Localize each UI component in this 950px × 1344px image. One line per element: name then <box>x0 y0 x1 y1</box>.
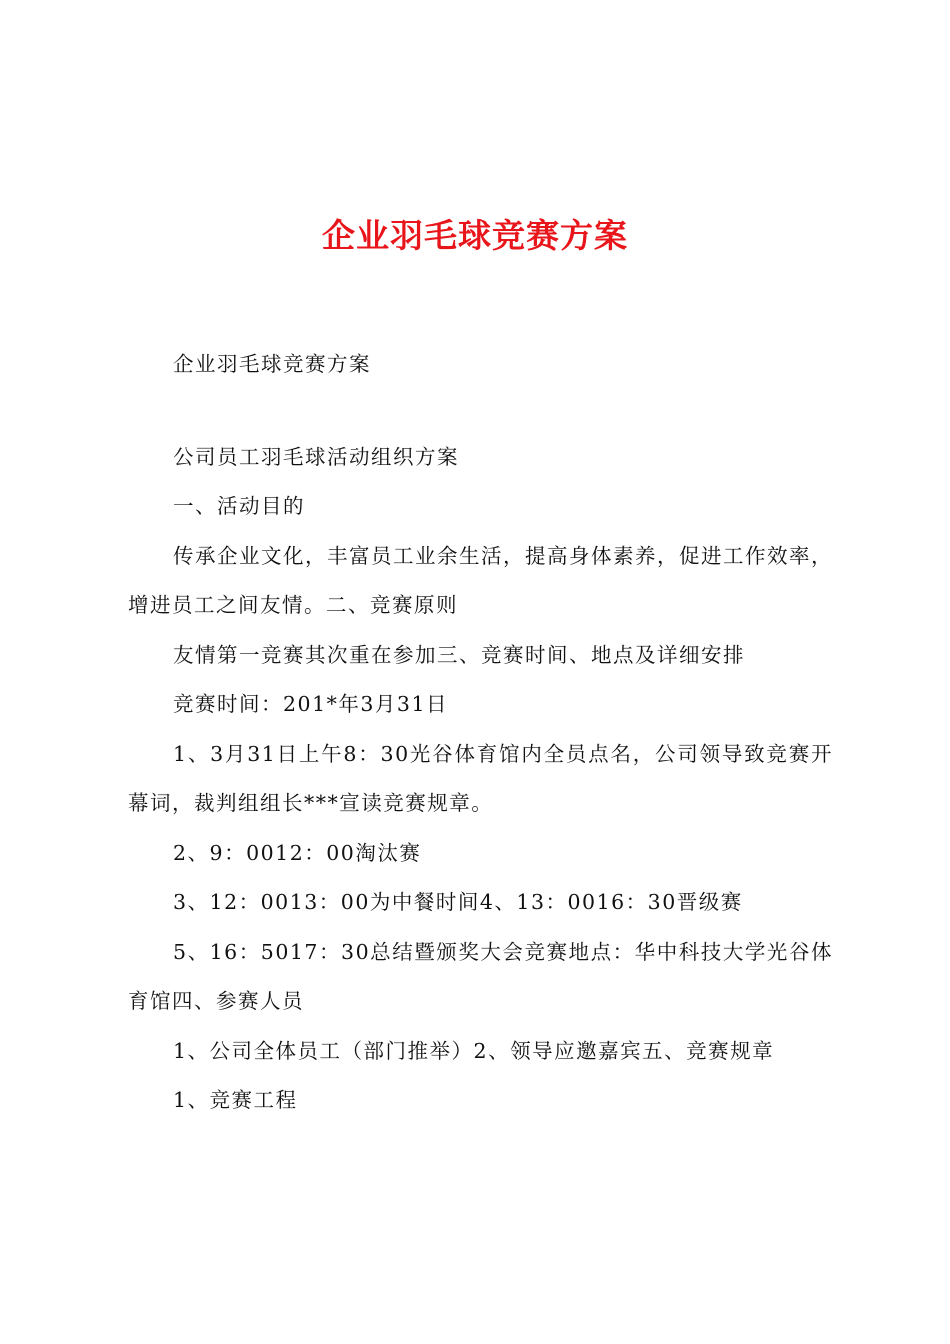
paragraph-purpose: 传承企业文化，丰富员工业余生活，提高身体素养，促进工作效率，增进员工之间友情。二、竞赛原则 <box>128 543 833 617</box>
paragraph-events: 1、竞赛工程 <box>173 1088 298 1112</box>
paragraph-schedule-1: 1、3月31日上午8：30光谷体育馆内全员点名，公司领导致竞赛开幕词，裁判组组长***宣读竞赛规章。 <box>128 741 833 815</box>
paragraph-principle: 友情第一竞赛其次重在参加三、竞赛时间、地点及详细安排 <box>173 642 745 667</box>
paragraph-heading-purpose: 一、活动目的 <box>173 494 305 518</box>
document-title: 企业羽毛球竞赛方案 <box>322 216 628 255</box>
paragraph-participants: 1、公司全体员工（部门推举）2、领导应邀嘉宾五、竞赛规章 <box>173 1038 775 1063</box>
paragraph-date: 竞赛时间：201*年3月31日 <box>173 692 449 716</box>
paragraph-schedule-3: 3、12：0013：00为中餐时间4、13：0016：30晋级赛 <box>173 890 743 914</box>
document-body <box>128 340 833 1126</box>
paragraph-schedule-2: 2、9：0012：00淘汰赛 <box>173 840 422 865</box>
paragraph-plan-name: 公司员工羽毛球活动组织方案 <box>173 444 459 469</box>
paragraph-subtitle: 企业羽毛球竞赛方案 <box>173 352 371 376</box>
paragraph-schedule-5: 5、16：5017：30总结暨颁奖大会竞赛地点：华中科技大学光谷体育馆四、参赛人员 <box>128 939 833 1013</box>
